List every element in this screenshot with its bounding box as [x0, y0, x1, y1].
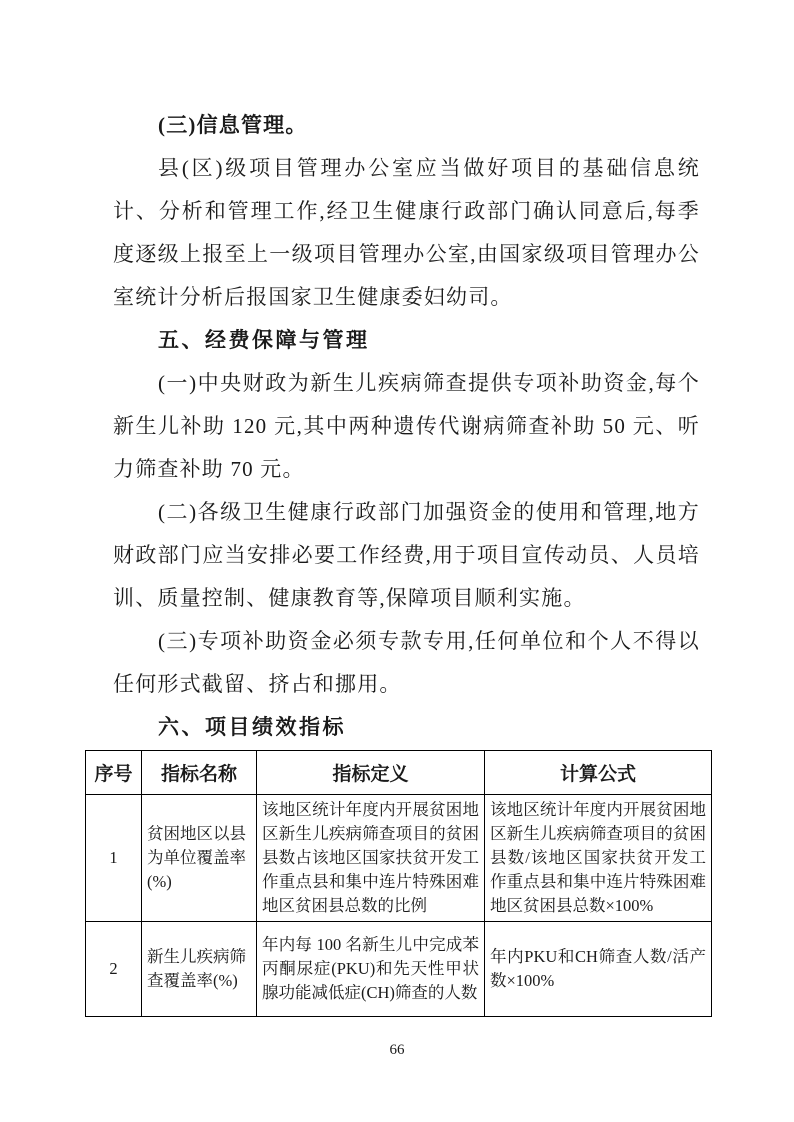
paragraph-funding-1: (一)中央财政为新生儿疾病筛查提供专项补助资金,每个新生儿补助 120 元,其中两种遗传代谢病筛查补助 50 元、听力筛查补助 70 元。	[113, 371, 700, 481]
paragraph-funding-2: (二)各级卫生健康行政部门加强资金的使用和管理,地方财政部门应当安排必要工作经费,用于项目宣传动员、人员培训、质量控制、健康教育等,保障项目顺利实施。	[113, 500, 700, 610]
column-header-calculation-formula: 计算公式	[485, 751, 712, 795]
column-header-indicator-definition: 指标定义	[257, 751, 485, 795]
cell-row2-indicator-definition: 年内每 100 名新生儿中完成苯丙酮尿症(PKU)和先天性甲状腺功能减低症(CH)筛查的人数	[257, 922, 485, 1017]
cell-row1-index: 1	[86, 795, 142, 922]
cell-row1-indicator-definition: 该地区统计年度内开展贫困地区新生儿疾病筛查项目的贫困县数占该地区国家扶贫开发工作重点县和集中连片特殊困难地区贫困县总数的比例	[257, 795, 485, 922]
table-row	[86, 922, 712, 1017]
performance-indicators-table	[85, 750, 712, 1017]
cell-row1-calculation-formula: 该地区统计年度内开展贫困地区新生儿疾病筛查项目的贫困县数/该地区国家扶贫开发工作重点县和集中连片特殊困难地区贫困县总数×100%	[485, 795, 712, 922]
cell-row2-index: 2	[86, 922, 142, 1017]
cell-row2-indicator-name: 新生儿疾病筛查覆盖率(%)	[142, 922, 257, 1017]
column-header-index: 序号	[86, 751, 142, 795]
paragraph-funding-3: (三)专项补助资金必须专款专用,任何单位和个人不得以任何形式截留、挤占和挪用。	[113, 629, 700, 696]
section-heading-funding: 五、经费保障与管理	[158, 329, 370, 352]
section-heading-performance: 六、项目绩效指标	[158, 716, 346, 739]
table-row	[86, 795, 712, 922]
cell-row1-indicator-name: 贫困地区以县为单位覆盖率(%)	[142, 795, 257, 922]
column-header-indicator-name: 指标名称	[142, 751, 257, 795]
table-header-row	[86, 751, 712, 795]
text-column	[94, 104, 706, 1017]
cell-row2-calculation-formula: 年内PKU和CH筛查人数/活产数×100%	[485, 922, 712, 1017]
subsection-heading-info-management: (三)信息管理。	[158, 113, 308, 137]
paragraph-info-management: 县(区)级项目管理办公室应当做好项目的基础信息统计、分析和管理工作,经卫生健康行政部门确认同意后,每季度逐级上报至上一级项目管理办公室,由国家级项目管理办公室统计分析后报国家卫生健康委妇幼司。	[113, 156, 700, 309]
page-number: 66	[389, 1042, 405, 1058]
